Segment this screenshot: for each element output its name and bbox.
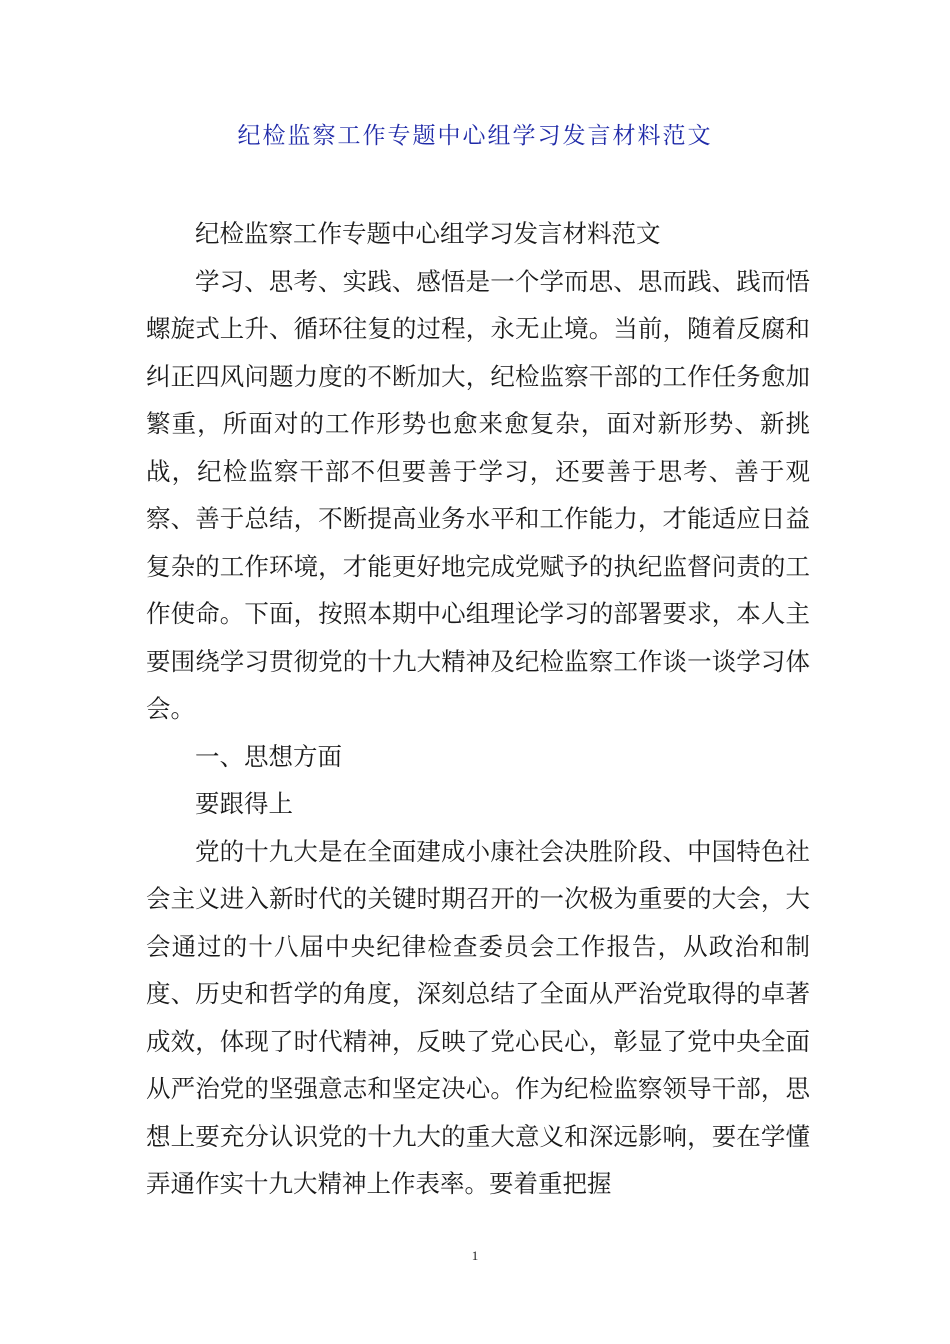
document-body — [146, 210, 810, 1208]
subsection-heading: 要跟得上 — [195, 789, 293, 818]
paragraph-body: 党的十九大是在全面建成小康社会决胜阶段、中国特色社会主义进入新时代的关键时期召开的一次极为重要的大会，大会通过的十八届中央纪律检查委员会工作报告，从政治和制度、历史和哲学的角度，深刻总结了全面从严治党取得的卓著成效，体现了时代精神，反映了党心民心，彰显了党中央全面从严治党的坚强意志和坚定决心。作为纪检监察领导干部，思想上要充分认识党的十九大的重大意义和深远影响，要在学懂弄通作实十九大精神上作表率。要着重把握 — [146, 836, 810, 1198]
section-heading: 一、思想方面 — [195, 741, 342, 771]
paragraph-intro: 学习、思考、实践、感悟是一个学而思、思而践、践而悟螺旋式上升、循环往复的过程，永无止境。当前，随着反腐和纠正四风问题力度的不断加大，纪检监察干部的工作任务愈加繁重，所面对的工作形势也愈来愈复杂，面对新形势、新挑战，纪检监察干部不但要善于学习，还要善于思考、善于观察、善于总结，不断提高业务水平和工作能力，才能适应日益复杂的工作环境，才能更好地完成党赋予的执纪监督问责的工作使命。下面，按照本期中心组理论学习的部署要求，本人主要围绕学习贯彻党的十九大精神及纪检监察工作谈一谈学习体会。 — [146, 266, 810, 723]
document-title: 纪检监察工作专题中心组学习发言材料范文 — [237, 123, 713, 149]
page-number: 1 — [471, 1248, 479, 1263]
paragraph-heading: 纪检监察工作专题中心组学习发言材料范文 — [195, 219, 661, 248]
